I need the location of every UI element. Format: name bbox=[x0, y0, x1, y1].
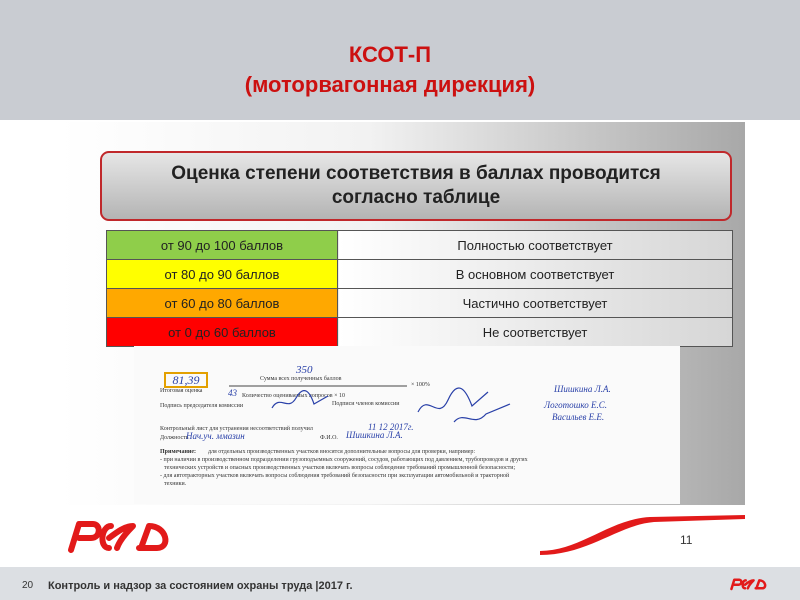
chair-signature bbox=[270, 390, 330, 414]
score-range-cell: от 0 до 60 баллов bbox=[107, 318, 338, 347]
handwritten-score: 81,39 bbox=[164, 372, 208, 388]
assessment-cell: Полностью соответствует bbox=[338, 231, 733, 260]
member-signature-3: Васильев Е.Е. bbox=[552, 412, 605, 422]
banner-line-1: Оценка степени соответствия в баллах проводится bbox=[171, 163, 661, 184]
scanned-form-image bbox=[134, 346, 680, 504]
fraction-line bbox=[229, 383, 409, 389]
members-label: Подписи членов комиссии bbox=[332, 401, 400, 407]
handwritten-position: Нач.уч. ммазин bbox=[186, 431, 245, 441]
title-line-1: КСОТ-П bbox=[348, 42, 432, 67]
footer-text: Контроль и надзор за состоянием охраны труда |2017 г. bbox=[48, 580, 353, 592]
slide-title bbox=[0, 40, 780, 100]
member-signatures bbox=[414, 382, 524, 430]
handwritten-fio: Шишкина Л.А. bbox=[346, 430, 403, 440]
table-heading-banner bbox=[100, 151, 732, 221]
note-line: - при наличии в производственном подразделении грузоподъемных сооружений, сосудов, работающих под давлением, трубопроводов и других bbox=[160, 457, 528, 463]
position-label: Должность bbox=[160, 435, 189, 441]
score-range-cell: от 80 до 90 баллов bbox=[107, 260, 338, 289]
member-signature-2: Логотошко Е.С. bbox=[544, 400, 608, 410]
banner-line-2: согласно таблице bbox=[331, 187, 501, 208]
member-signature-1: Шишкина Л.А. bbox=[554, 384, 611, 394]
percent-label: × 100% bbox=[411, 382, 430, 388]
score-table bbox=[106, 230, 733, 347]
total-label: Итоговая оценка bbox=[160, 388, 203, 394]
table-row bbox=[107, 289, 733, 318]
checklist-label: Контрольный лист для устранения несоответствий получил bbox=[160, 426, 313, 432]
rzd-logo bbox=[67, 518, 179, 554]
table-row bbox=[107, 318, 733, 347]
score-range-cell: от 90 до 100 баллов bbox=[107, 231, 338, 260]
note-line: - для автотракторных участков включать вопросы соблюдения требований безопасности при эксплуатации автомобильной и тракторной bbox=[160, 473, 510, 479]
table-row bbox=[107, 231, 733, 260]
decorative-stripe bbox=[540, 513, 745, 555]
note-line: для отдельных производственных участков вносятся дополнительные вопросы для проверки, например: bbox=[208, 449, 476, 455]
assessment-cell: Частично соответствует bbox=[338, 289, 733, 318]
note-label: Примечание: bbox=[160, 449, 197, 455]
fio-label: Ф.И.О. bbox=[320, 435, 338, 441]
handwritten-count: 43 bbox=[228, 388, 237, 398]
note-line: технических устройств и опасных производственных участков включать вопросы соблюдение требований промышленной безопасности; bbox=[164, 465, 516, 471]
footer-slide-number: 20 bbox=[22, 580, 34, 591]
assessment-cell: В основном соответствует bbox=[338, 260, 733, 289]
table-row bbox=[107, 260, 733, 289]
chair-label: Подпись председателя комиссии bbox=[160, 403, 244, 409]
note-line: техники. bbox=[164, 481, 187, 487]
title-line-2: (моторвагонная дирекция) bbox=[244, 72, 536, 97]
handwritten-sum: 350 bbox=[296, 364, 313, 376]
score-range-cell: от 60 до 80 баллов bbox=[107, 289, 338, 318]
count-label: Количество оцениваемых вопросов × 10 bbox=[242, 393, 345, 399]
page-number: 11 bbox=[680, 533, 693, 547]
handwritten-date: 11 12 2017г. bbox=[368, 422, 414, 432]
assessment-cell: Не соответствует bbox=[338, 318, 733, 347]
footer-rzd-logo bbox=[730, 576, 770, 592]
sum-label: Сумма всех полученных баллов bbox=[260, 376, 342, 382]
